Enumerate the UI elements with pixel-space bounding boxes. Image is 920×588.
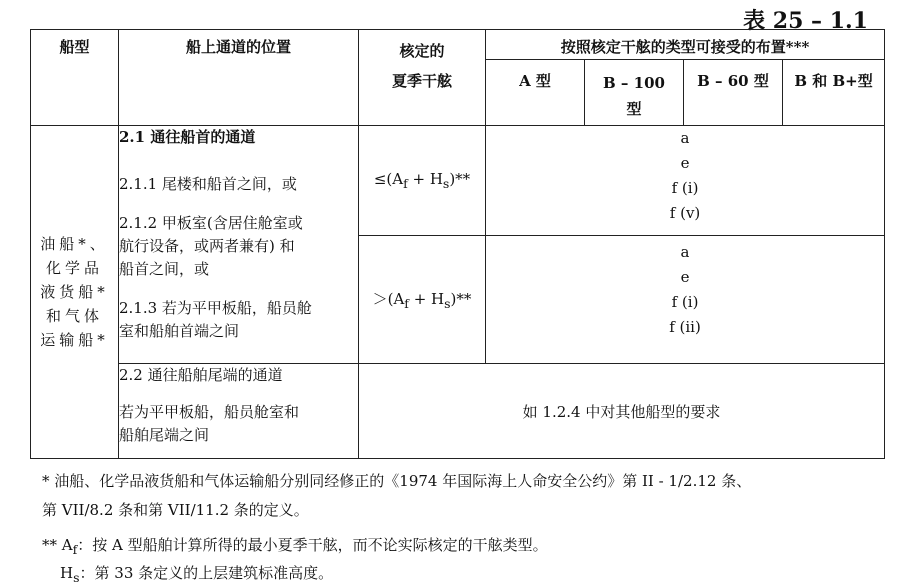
arrangement-gt-cell: a e f (i) f (ii) [486, 236, 885, 364]
table-number: 表 25 – 1.1 [743, 8, 868, 34]
condition-gt-cell [359, 236, 486, 364]
footnote-3: $H_s$：第 33 条定义的上层建筑标准高度。 [60, 564, 334, 585]
item-2-1-2: 2.1.2 甲板室(含居住舱室或 [119, 214, 303, 232]
location-2-2-cell: 2.2 通往船舶尾端的通道 若为平甲板船，船员舱室和 船舶尾端之间 [119, 364, 359, 459]
freeboard-access-table [30, 29, 885, 459]
item-2-1-1: 2.1.1 尾楼和船首之间，或 [119, 175, 297, 193]
section-2-2-title: 2.2 通往船舶尾端的通道 [119, 366, 283, 384]
header-type-b60: B – 60 型 [684, 60, 783, 126]
header-type-b-bplus: B 和 B+型 [783, 60, 885, 126]
footnote-2: ** $A_f$：按 A 型船舶计算所得的最小夏季干舷，而不论实际核定的干舷类型。 [42, 536, 548, 557]
condition-gt: $>(A_f + H_s)**$ [372, 290, 472, 311]
header-arrangement: 按照核定干舷的类型可接受的布置*** [486, 30, 885, 60]
header-location: 船上通道的位置 [119, 30, 359, 126]
header-type-a: A 型 [486, 60, 585, 126]
condition-le-cell [359, 126, 486, 236]
condition-le: $\le(A_f + H_s)**$ [373, 170, 471, 191]
arrangement-le-cell: a e f (i) f (v) [486, 126, 885, 236]
ship-type-cell: 油船*、 化学品 液货船* 和气体 运输船* [31, 126, 119, 459]
header-ship-type: 船型 [31, 30, 119, 126]
header-type-b100: B – 100 型 [585, 60, 684, 126]
item-2-1-3: 2.1.3 若为平甲板船，船员舱 [119, 299, 312, 317]
section-2-2-requirement: 如 1.2.4 中对其他船型的要求 [359, 364, 885, 459]
location-2-1-cell: 2.1 通往船首的通道 2.1.1 尾楼和船首之间，或 2.1.2 甲板室(含居住舱室或 航行设备，或两者兼有) 和 船首之间，或 2.1.3 若为平甲板船，船员舱 室和船舶首端之间 [119, 126, 359, 364]
footnote-1: * 油船、化学品液货船和气体运输船分别同经修正的《1974 年国际海上人命安全公约》第 II - 1/2.12 条、 第 VII/8.2 条和第 VII/11.2 条的定义。 [42, 472, 752, 519]
header-freeboard: 核定的 夏季干舷 [359, 30, 486, 126]
section-2-1-title: 2.1 通往船首的通道 [119, 128, 256, 146]
